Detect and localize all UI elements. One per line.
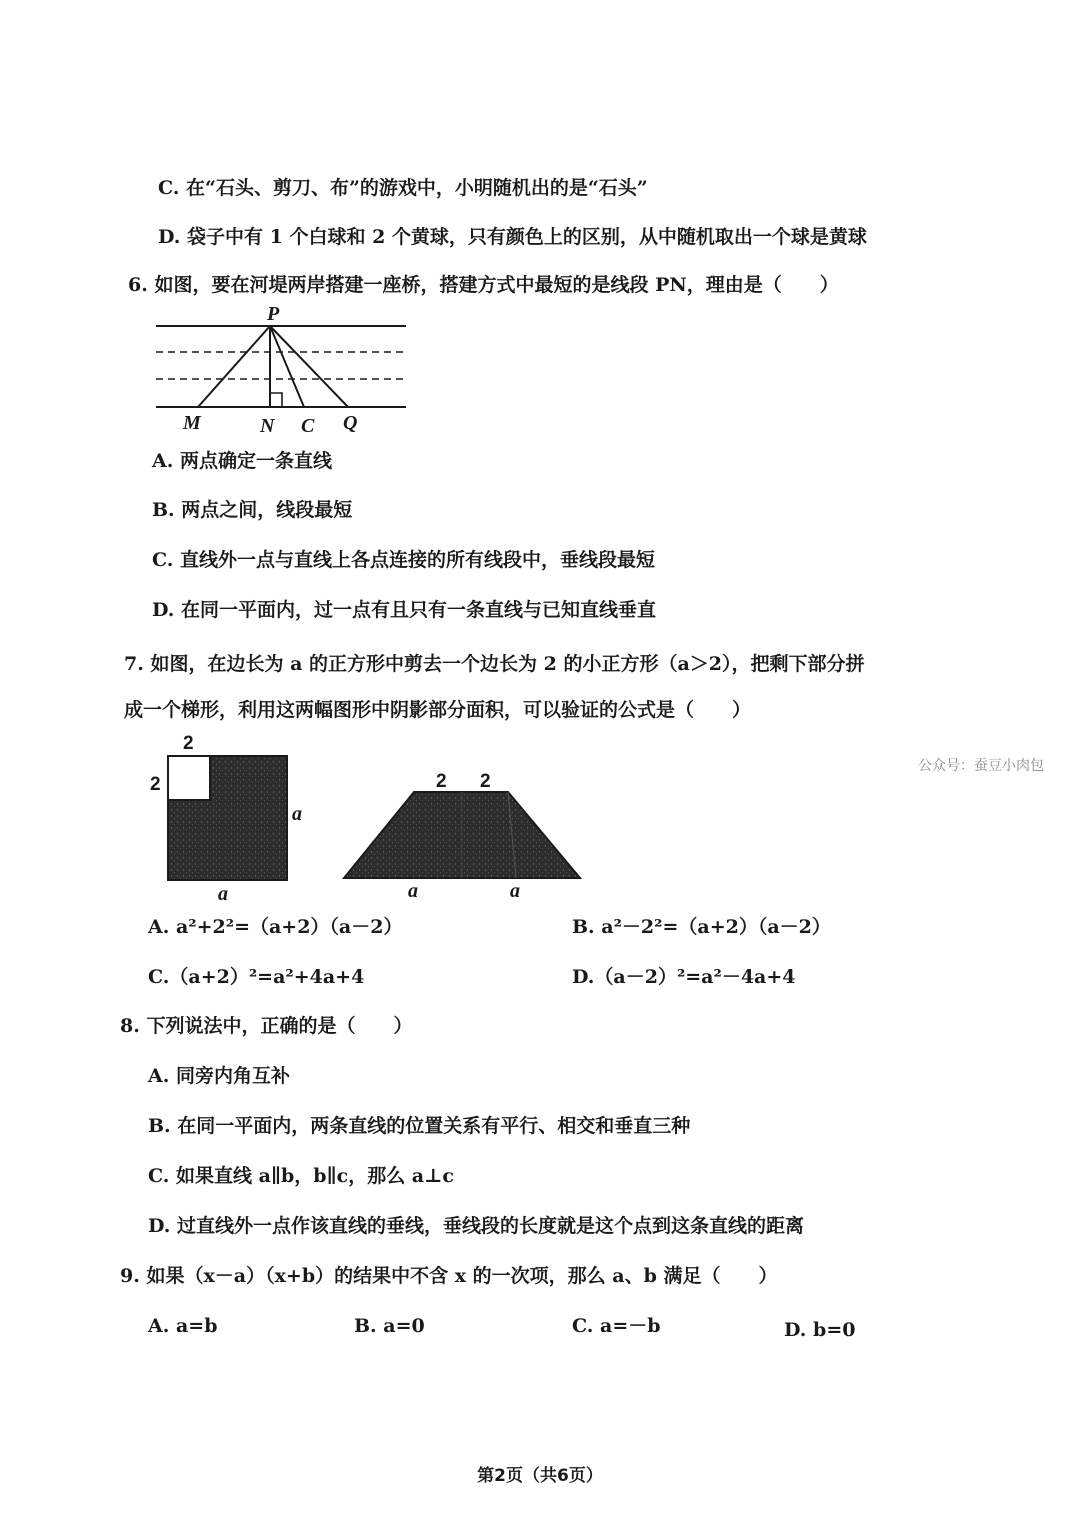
q7-stem-line-2: 成一个梯形，利用这两幅图形中阴影部分面积，可以验证的公式是（ ） bbox=[124, 699, 752, 721]
q7-square-figure bbox=[140, 730, 320, 905]
q6-option-b: B. 两点之间，线段最短 bbox=[152, 499, 353, 521]
trapezoid-top-left-label: 2 bbox=[436, 771, 447, 792]
q7-option-a: A. a²+2²=（a+2）（a－2） bbox=[148, 916, 403, 938]
q5-option-c: C. 在“石头、剪刀、布”的游戏中，小明随机出的是“石头” bbox=[158, 177, 648, 199]
q9-option-a: A. a=b bbox=[148, 1315, 218, 1337]
square-right-label: a bbox=[292, 803, 302, 825]
q7-stem-line-1: 7. 如图，在边长为 a 的正方形中剪去一个边长为 2 的小正方形（a＞2），把剩下部分拼 bbox=[124, 653, 865, 675]
label-c: C bbox=[301, 415, 315, 437]
q5-option-d: D. 袋子中有 1 个白球和 2 个黄球，只有颜色上的区别，从中随机取出一个球是黄球 bbox=[158, 226, 867, 248]
q8-stem: 8. 下列说法中，正确的是（ ） bbox=[120, 1015, 413, 1037]
watermark: 公众号：蚕豆小肉包 bbox=[918, 758, 1044, 774]
q6-stem: 6. 如图，要在河堤两岸搭建一座桥，搭建方式中最短的是线段 PN，理由是（ ） bbox=[128, 274, 839, 296]
label-n: N bbox=[260, 415, 275, 437]
square-left-label: 2 bbox=[150, 774, 161, 795]
q8-option-a: A. 同旁内角互补 bbox=[148, 1065, 290, 1087]
label-p: P bbox=[267, 303, 280, 325]
q6-option-c: C. 直线外一点与直线上各点连接的所有线段中，垂线段最短 bbox=[152, 549, 656, 571]
square-bottom-label: a bbox=[218, 883, 228, 905]
q6-river-figure bbox=[150, 300, 415, 440]
q8-option-d: D. 过直线外一点作该直线的垂线，垂线段的长度就是这个点到这条直线的距离 bbox=[148, 1215, 805, 1237]
q7-option-c: C.（a+2）²=a²+4a+4 bbox=[148, 966, 365, 988]
label-q: Q bbox=[343, 412, 358, 434]
segment-pc bbox=[270, 326, 304, 407]
q7-option-b: B. a²－2²=（a+2）（a－2） bbox=[572, 916, 831, 938]
square-top-label: 2 bbox=[183, 733, 194, 754]
q7-trapezoid-figure bbox=[340, 760, 585, 905]
segment-pm bbox=[198, 326, 270, 407]
page-footer: 第2页（共6页） bbox=[477, 1466, 603, 1486]
q9-stem: 9. 如果（x－a）（x+b）的结果中不含 x 的一次项，那么 a、b 满足（ ） bbox=[120, 1265, 778, 1287]
q6-option-d: D. 在同一平面内，过一点有且只有一条直线与已知直线垂直 bbox=[152, 599, 657, 621]
q9-option-d: D. b=0 bbox=[784, 1319, 856, 1341]
q8-option-c: C. 如果直线 a∥b，b∥c，那么 a⊥c bbox=[148, 1165, 454, 1187]
q9-option-b: B. a=0 bbox=[354, 1315, 425, 1337]
q7-option-d: D.（a－2）²=a²－4a+4 bbox=[572, 966, 796, 988]
trapezoid-bottom-right-label: a bbox=[510, 880, 520, 902]
q8-option-b: B. 在同一平面内，两条直线的位置关系有平行、相交和垂直三种 bbox=[148, 1115, 691, 1137]
label-m: M bbox=[183, 412, 201, 434]
q6-option-a: A. 两点确定一条直线 bbox=[152, 450, 332, 472]
right-angle-mark bbox=[270, 393, 282, 407]
q9-option-c: C. a=－b bbox=[572, 1315, 661, 1337]
cut-small-square bbox=[168, 756, 210, 800]
trapezoid-top-right-label: 2 bbox=[480, 771, 491, 792]
trapezoid-bottom-left-label: a bbox=[408, 880, 418, 902]
